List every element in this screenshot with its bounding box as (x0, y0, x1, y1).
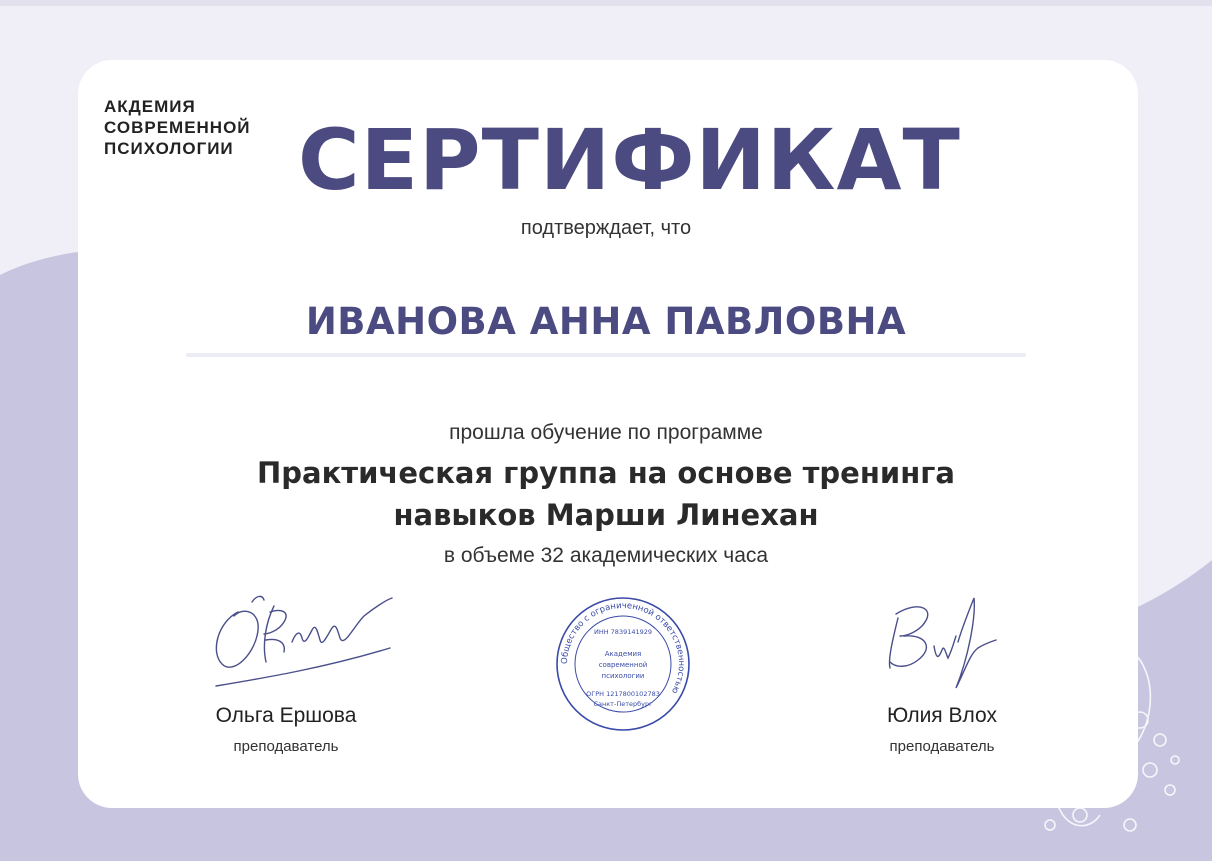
program-title (206, 452, 1006, 536)
logo-line-2: СОВРЕМЕННОЙ (104, 118, 251, 137)
program-line-2: навыков Марши Линехан (393, 498, 819, 532)
stamp-inn: ИНН 7839141929 (593, 628, 653, 636)
confirms-text: подтверждает, что (520, 217, 692, 239)
stamp-city: Санкт-Петербург (593, 700, 653, 708)
logo-line-1: АКДЕМИЯ (104, 97, 196, 116)
stamp-center-3: психологии (601, 672, 645, 680)
stamp-center-2: современной (598, 661, 648, 669)
signer-left-role: преподаватель (233, 738, 339, 755)
signer-right-name: Юлия Влох (887, 704, 997, 727)
signer-left-name: Ольга Ершова (215, 704, 357, 727)
certificate-title: СЕРТИФИКАТ (298, 111, 961, 209)
signature-right (878, 588, 1008, 696)
signer-right-role: преподаватель (889, 738, 995, 755)
signature-left (204, 582, 396, 694)
name-underline (186, 353, 1026, 357)
stamp-ring-text: Общество с ограниченной ответственностью (559, 600, 687, 695)
logo-line-3: ПСИХОЛОГИИ (104, 139, 234, 158)
company-stamp (555, 596, 691, 732)
completed-text: прошла обучение по программе (449, 421, 763, 444)
stamp-ogrn: ОГРН 1217800102783 (586, 690, 660, 698)
academy-logo (104, 96, 304, 159)
hours-text: в объеме 32 академических часа (443, 544, 769, 567)
program-line-1: Практическая группа на основе тренинга (257, 456, 955, 490)
recipient-name: ИВАНОВА АННА ПАВЛОВНА (305, 300, 907, 343)
signer-left (186, 704, 386, 755)
stamp-center-1: Академия (604, 650, 642, 658)
lace-ornament-decoration (990, 600, 1190, 850)
